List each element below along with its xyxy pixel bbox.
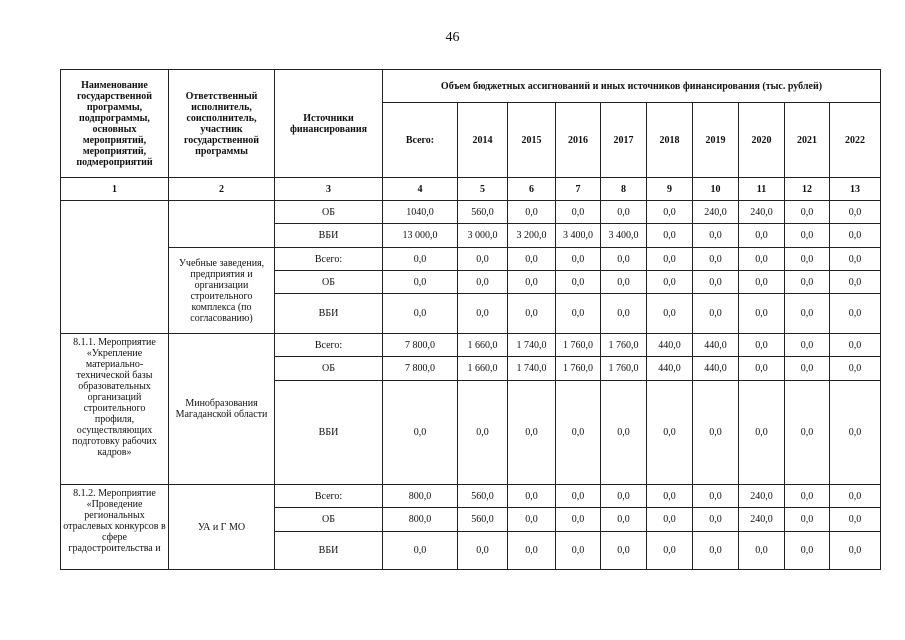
value-cell: 240,0 <box>739 508 785 532</box>
value-cell: 1 660,0 <box>458 334 508 357</box>
value-cell: 3 400,0 <box>601 224 647 248</box>
source-cell: ОБ <box>275 271 383 294</box>
value-cell: 3 000,0 <box>458 224 508 248</box>
value-cell: 0,0 <box>383 381 458 485</box>
value-cell: 0,0 <box>458 532 508 570</box>
value-cell: 0,0 <box>508 201 556 224</box>
column-number: 5 <box>458 178 508 201</box>
header-year-cell: 2016 <box>556 103 601 178</box>
value-cell: 0,0 <box>785 294 830 334</box>
header-year-cell: 2022 <box>830 103 881 178</box>
value-cell: 240,0 <box>739 485 785 508</box>
value-cell: 0,0 <box>830 357 881 381</box>
source-cell: ВБИ <box>275 532 383 570</box>
value-cell: 0,0 <box>830 248 881 271</box>
header-year-cell: 2021 <box>785 103 830 178</box>
financing-table <box>60 69 881 570</box>
value-cell: 0,0 <box>785 201 830 224</box>
value-cell: 560,0 <box>458 201 508 224</box>
executor-cell <box>169 201 275 248</box>
value-cell: 0,0 <box>508 381 556 485</box>
value-cell: 0,0 <box>693 381 739 485</box>
page-number: 46 <box>445 30 460 45</box>
source-cell: Всего: <box>275 334 383 357</box>
value-cell: 0,0 <box>383 271 458 294</box>
column-number: 6 <box>508 178 556 201</box>
value-cell: 0,0 <box>647 508 693 532</box>
value-cell: 0,0 <box>785 357 830 381</box>
value-cell: 240,0 <box>693 201 739 224</box>
executor-cell: УА и Г МО <box>169 485 275 570</box>
source-cell: ВБИ <box>275 294 383 334</box>
value-cell: 0,0 <box>739 294 785 334</box>
value-cell: 1 740,0 <box>508 334 556 357</box>
value-cell: 0,0 <box>601 271 647 294</box>
value-cell: 0,0 <box>647 294 693 334</box>
value-cell: 0,0 <box>830 508 881 532</box>
source-cell: Всего: <box>275 485 383 508</box>
table-row <box>61 201 881 224</box>
value-cell: 0,0 <box>785 248 830 271</box>
value-cell: 0,0 <box>693 532 739 570</box>
value-cell: 0,0 <box>830 334 881 357</box>
value-cell: 1 740,0 <box>508 357 556 381</box>
value-cell: 1 760,0 <box>556 334 601 357</box>
source-cell: ОБ <box>275 508 383 532</box>
value-cell: 0,0 <box>601 508 647 532</box>
value-cell: 13 000,0 <box>383 224 458 248</box>
value-cell: 0,0 <box>556 294 601 334</box>
value-cell: 440,0 <box>647 334 693 357</box>
value-cell: 0,0 <box>693 294 739 334</box>
header-year-cell: 2019 <box>693 103 739 178</box>
table-row <box>61 334 881 357</box>
value-cell: 0,0 <box>647 248 693 271</box>
activity-name-cell: 8.1.2. Мероприятие «Проведение региональных отраслевых конкурсов в сфере градостроительства и <box>61 485 169 570</box>
value-cell: 0,0 <box>601 485 647 508</box>
value-cell: 0,0 <box>785 271 830 294</box>
value-cell: 0,0 <box>508 294 556 334</box>
value-cell: 0,0 <box>693 271 739 294</box>
value-cell: 0,0 <box>508 532 556 570</box>
value-cell: 0,0 <box>693 224 739 248</box>
column-number: 10 <box>693 178 739 201</box>
value-cell: 0,0 <box>647 271 693 294</box>
value-cell: 0,0 <box>508 248 556 271</box>
source-cell: ВБИ <box>275 224 383 248</box>
value-cell: 0,0 <box>785 532 830 570</box>
header-name-cell: Наименование государственной программы, подпрограммы, основных мероприятий, мероприятий, подмероприятий <box>61 70 169 178</box>
column-number: 2 <box>169 178 275 201</box>
executor-cell: Учебные заведения, предприятия и организации строительного комплекса (по согласованию) <box>169 248 275 334</box>
column-number: 8 <box>601 178 647 201</box>
column-number: 7 <box>556 178 601 201</box>
value-cell: 0,0 <box>556 381 601 485</box>
value-cell: 0,0 <box>647 201 693 224</box>
value-cell: 3 200,0 <box>508 224 556 248</box>
value-cell: 0,0 <box>647 532 693 570</box>
value-cell: 0,0 <box>830 201 881 224</box>
value-cell: 0,0 <box>693 485 739 508</box>
value-cell: 0,0 <box>739 334 785 357</box>
value-cell: 1 760,0 <box>601 334 647 357</box>
value-cell: 7 800,0 <box>383 334 458 357</box>
column-number: 11 <box>739 178 785 201</box>
value-cell: 0,0 <box>830 271 881 294</box>
value-cell: 240,0 <box>739 201 785 224</box>
activity-name-cell <box>61 201 169 334</box>
value-cell: 0,0 <box>647 224 693 248</box>
value-cell: 0,0 <box>556 201 601 224</box>
value-cell: 0,0 <box>830 532 881 570</box>
value-cell: 1 760,0 <box>601 357 647 381</box>
value-cell: 0,0 <box>601 532 647 570</box>
value-cell: 0,0 <box>458 294 508 334</box>
header-year-cell: 2014 <box>458 103 508 178</box>
activity-name-cell: 8.1.1. Мероприятие «Укрепление материально-технической базы образовательных организаций строительного профиля, осуществляющих подготовку рабочих кадров» <box>61 334 169 485</box>
value-cell: 1 760,0 <box>556 357 601 381</box>
value-cell: 0,0 <box>739 357 785 381</box>
value-cell: 1040,0 <box>383 201 458 224</box>
value-cell: 0,0 <box>508 485 556 508</box>
column-number: 1 <box>61 178 169 201</box>
column-number: 3 <box>275 178 383 201</box>
value-cell: 0,0 <box>830 381 881 485</box>
value-cell: 0,0 <box>383 532 458 570</box>
table-body <box>61 201 881 570</box>
column-number: 12 <box>785 178 830 201</box>
column-number: 9 <box>647 178 693 201</box>
value-cell: 800,0 <box>383 485 458 508</box>
source-cell: ОБ <box>275 201 383 224</box>
value-cell: 0,0 <box>508 271 556 294</box>
header-year-cell: 2015 <box>508 103 556 178</box>
value-cell: 3 400,0 <box>556 224 601 248</box>
value-cell: 0,0 <box>556 485 601 508</box>
value-cell: 0,0 <box>739 224 785 248</box>
column-number: 4 <box>383 178 458 201</box>
value-cell: 0,0 <box>601 381 647 485</box>
value-cell: 0,0 <box>601 248 647 271</box>
header-total-cell: Всего: <box>383 103 458 178</box>
value-cell: 0,0 <box>556 271 601 294</box>
value-cell: 0,0 <box>785 334 830 357</box>
value-cell: 0,0 <box>647 381 693 485</box>
value-cell: 0,0 <box>601 294 647 334</box>
value-cell: 0,0 <box>383 248 458 271</box>
value-cell: 800,0 <box>383 508 458 532</box>
value-cell: 0,0 <box>458 271 508 294</box>
value-cell: 0,0 <box>647 485 693 508</box>
value-cell: 0,0 <box>458 381 508 485</box>
table-row <box>61 248 881 271</box>
value-cell: 0,0 <box>508 508 556 532</box>
value-cell: 0,0 <box>830 224 881 248</box>
value-cell: 0,0 <box>785 381 830 485</box>
header-year-cell: 2017 <box>601 103 647 178</box>
header-year-cell: 2018 <box>647 103 693 178</box>
value-cell: 0,0 <box>785 485 830 508</box>
value-cell: 560,0 <box>458 508 508 532</box>
table-row <box>61 485 881 508</box>
value-cell: 0,0 <box>556 248 601 271</box>
value-cell: 1 660,0 <box>458 357 508 381</box>
value-cell: 0,0 <box>739 271 785 294</box>
header-volume-cell: Объем бюджетных ассигнований и иных источников финансирования (тыс. рублей) <box>383 70 881 103</box>
value-cell: 7 800,0 <box>383 357 458 381</box>
value-cell: 0,0 <box>458 248 508 271</box>
value-cell: 0,0 <box>739 248 785 271</box>
value-cell: 440,0 <box>647 357 693 381</box>
value-cell: 0,0 <box>383 294 458 334</box>
value-cell: 0,0 <box>785 508 830 532</box>
value-cell: 0,0 <box>693 248 739 271</box>
value-cell: 440,0 <box>693 334 739 357</box>
value-cell: 0,0 <box>601 201 647 224</box>
header-source-cell: Источники финансирования <box>275 70 383 178</box>
source-cell: Всего: <box>275 248 383 271</box>
column-number: 13 <box>830 178 881 201</box>
value-cell: 560,0 <box>458 485 508 508</box>
value-cell: 0,0 <box>739 381 785 485</box>
source-cell: ВБИ <box>275 381 383 485</box>
value-cell: 440,0 <box>693 357 739 381</box>
header-executor-cell: Ответственный исполнитель, соисполнитель, участник государственной программы <box>169 70 275 178</box>
value-cell: 0,0 <box>830 294 881 334</box>
header-year-cell: 2020 <box>739 103 785 178</box>
value-cell: 0,0 <box>693 508 739 532</box>
executor-cell: Минобразования Магаданской области <box>169 334 275 485</box>
value-cell: 0,0 <box>739 532 785 570</box>
value-cell: 0,0 <box>785 224 830 248</box>
value-cell: 0,0 <box>830 485 881 508</box>
source-cell: ОБ <box>275 357 383 381</box>
value-cell: 0,0 <box>556 508 601 532</box>
value-cell: 0,0 <box>556 532 601 570</box>
